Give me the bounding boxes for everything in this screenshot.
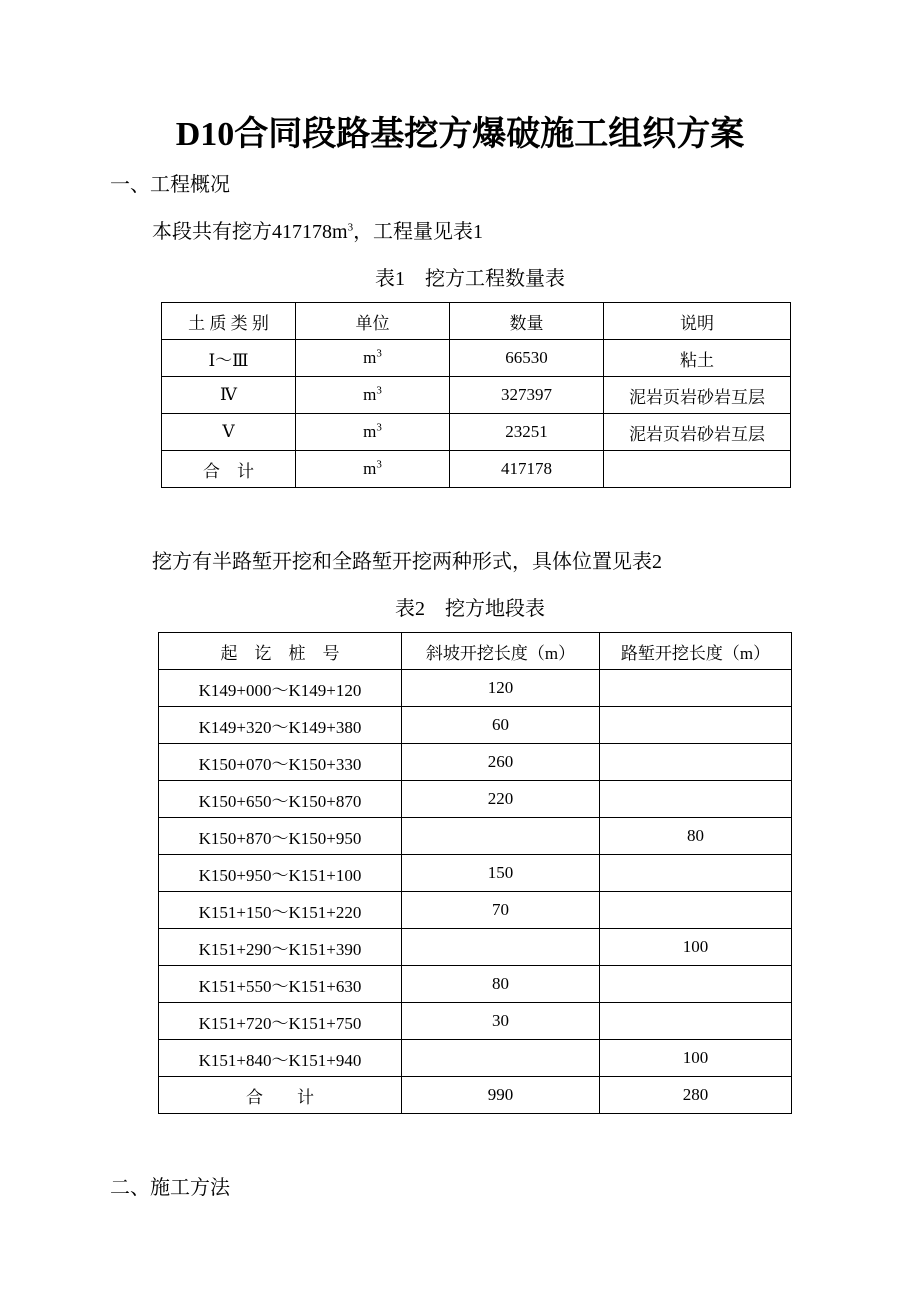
table1-caption: 表1 挖方工程数量表 <box>375 268 565 290</box>
cut-length-cell: 80 <box>600 818 792 855</box>
overview-paragraph-text: 本段共有挖方417178m <box>152 221 348 243</box>
cut-length-cell <box>600 670 792 707</box>
table-row <box>159 892 792 929</box>
cut-length-cell <box>600 744 792 781</box>
station-cell: K150+870～K150+950 <box>159 818 402 855</box>
station-cell: K150+950～K151+100 <box>159 855 402 892</box>
station-cell: K151+720～K151+750 <box>159 1003 402 1040</box>
overview-paragraph-superscript: 3 <box>347 221 354 234</box>
table1-note-cell <box>604 451 791 488</box>
cut-length-cell: 100 <box>600 929 792 966</box>
table-row <box>159 966 792 1003</box>
unit-superscript: 3 <box>376 421 382 434</box>
slope-length-cell: 120 <box>402 670 600 707</box>
station-cell: K150+650～K150+870 <box>159 781 402 818</box>
table1-header-cell: 单位 <box>296 303 450 340</box>
section-heading-overview: 一、工程概况 <box>110 174 230 196</box>
slope-length-cell: 70 <box>402 892 600 929</box>
table2-cut-sections <box>158 632 792 1114</box>
table1-total-label-cell: 合 计 <box>162 451 296 488</box>
unit-text: m <box>363 422 377 441</box>
table1-note-cell: 粘土 <box>604 340 791 377</box>
slope-length-cell: 60 <box>402 707 600 744</box>
table-row <box>159 818 792 855</box>
cut-length-cell <box>600 707 792 744</box>
table2-caption: 表2 挖方地段表 <box>395 598 545 620</box>
cut-length-cell <box>600 892 792 929</box>
table1-category-cell: Ⅰ～Ⅲ <box>162 340 296 377</box>
cut-length-cell <box>600 1003 792 1040</box>
table1-quantity-cell: 327397 <box>450 377 604 414</box>
table-row <box>159 929 792 966</box>
table-row <box>162 340 791 377</box>
slope-length-cell: 260 <box>402 744 600 781</box>
unit-superscript: 3 <box>376 384 382 397</box>
table-row <box>162 451 791 488</box>
cut-forms-paragraph: 挖方有半路堑开挖和全路堑开挖两种形式，具体位置见表2 <box>152 551 662 573</box>
table-row <box>159 1040 792 1077</box>
table-row <box>162 377 791 414</box>
table2-header-cell: 路堑开挖长度（m） <box>600 633 792 670</box>
station-cell: K149+320～K149+380 <box>159 707 402 744</box>
table1-quantity-cell: 417178 <box>450 451 604 488</box>
slope-length-total-cell: 990 <box>402 1077 600 1114</box>
table1-quantity-cell: 66530 <box>450 340 604 377</box>
station-cell: K151+840～K151+940 <box>159 1040 402 1077</box>
table1-note-cell: 泥岩页岩砂岩互层 <box>604 377 791 414</box>
cut-length-cell <box>600 781 792 818</box>
slope-length-cell: 80 <box>402 966 600 1003</box>
table-row <box>159 744 792 781</box>
table2-header-cell: 斜坡开挖长度（m） <box>402 633 600 670</box>
slope-length-cell: 150 <box>402 855 600 892</box>
table1-unit-cell <box>296 377 450 414</box>
slope-length-cell: 30 <box>402 1003 600 1040</box>
slope-length-cell: 220 <box>402 781 600 818</box>
table2-header-row <box>159 633 792 670</box>
station-cell: K151+290～K151+390 <box>159 929 402 966</box>
table1-quantity-cell: 23251 <box>450 414 604 451</box>
station-cell: K151+550～K151+630 <box>159 966 402 1003</box>
table-row <box>159 781 792 818</box>
table1-unit-cell <box>296 414 450 451</box>
station-cell: K151+150～K151+220 <box>159 892 402 929</box>
unit-superscript: 3 <box>376 458 382 471</box>
cut-length-cell <box>600 966 792 1003</box>
document-title: D10合同段路基挖方爆破施工组织方案 <box>175 116 745 153</box>
section-heading-construction-method: 二、施工方法 <box>110 1177 230 1199</box>
table1-note-cell: 泥岩页岩砂岩互层 <box>604 414 791 451</box>
overview-paragraph <box>152 218 483 246</box>
station-cell: K150+070～K150+330 <box>159 744 402 781</box>
cut-length-cell <box>600 855 792 892</box>
table1-category-cell: Ⅴ <box>162 414 296 451</box>
overview-paragraph-suffix: ，工程量见表1 <box>353 221 484 243</box>
table1-category-cell: Ⅳ <box>162 377 296 414</box>
table1-quantities <box>161 302 791 488</box>
unit-superscript: 3 <box>376 347 382 360</box>
table-row <box>162 414 791 451</box>
table-row <box>159 707 792 744</box>
table-row <box>159 1003 792 1040</box>
unit-text: m <box>363 348 377 367</box>
table1-unit-cell <box>296 451 450 488</box>
table2-header-cell: 起 讫 桩 号 <box>159 633 402 670</box>
station-cell: K149+000～K149+120 <box>159 670 402 707</box>
table-row <box>159 670 792 707</box>
table-row <box>159 855 792 892</box>
cut-length-total-cell: 280 <box>600 1077 792 1114</box>
unit-text: m <box>363 459 377 478</box>
slope-length-cell <box>402 929 600 966</box>
table1-header-row <box>162 303 791 340</box>
table1-header-cell: 数量 <box>450 303 604 340</box>
table1-unit-cell <box>296 340 450 377</box>
unit-text: m <box>363 385 377 404</box>
table1-header-cell: 说明 <box>604 303 791 340</box>
table1-header-cell: 土 质 类 别 <box>162 303 296 340</box>
total-label-cell: 合 计 <box>159 1077 402 1114</box>
table2-total-row <box>159 1077 792 1114</box>
slope-length-cell <box>402 818 600 855</box>
slope-length-cell <box>402 1040 600 1077</box>
cut-length-cell: 100 <box>600 1040 792 1077</box>
